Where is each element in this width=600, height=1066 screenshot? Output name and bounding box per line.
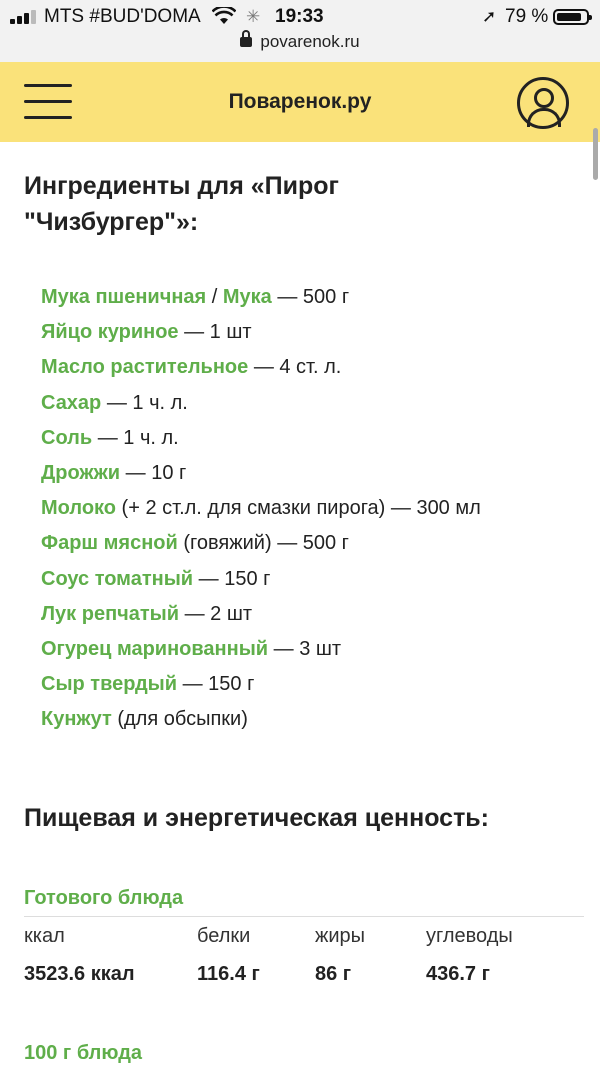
ingredient-item	[41, 562, 584, 597]
ingredient-separator: /	[206, 286, 223, 308]
browser-status-bar	[0, 0, 600, 62]
lock-icon	[240, 37, 252, 47]
ingredient-item	[41, 315, 584, 350]
ingredient-item	[41, 526, 584, 561]
clock: 19:33	[275, 6, 324, 27]
value-kcal: 3523.6 ккал	[24, 962, 135, 985]
value-carbs: 436.7 г	[426, 962, 490, 985]
per-100g-label[interactable]: 100 г блюда	[24, 1041, 143, 1064]
ingredient-link[interactable]: Яйцо куриное	[41, 321, 179, 344]
battery-percent: 79 %	[505, 6, 549, 27]
ingredient-link[interactable]: Мука пшеничная	[41, 286, 207, 308]
ingredient-link[interactable]: Огурец маринованный	[41, 638, 269, 661]
ingredient-amount: — 2 шт	[179, 602, 253, 625]
ingredient-item	[41, 632, 584, 667]
ingredient-amount: — 10 г	[120, 462, 187, 485]
ready-dish-label[interactable]: Готового блюда	[24, 886, 184, 909]
ingredient-item	[41, 702, 584, 737]
address-bar[interactable]	[0, 32, 600, 52]
ingredient-amount: — 500 г	[271, 286, 350, 308]
ingredient-item	[41, 421, 584, 456]
ingredient-link[interactable]: Масло растительное	[41, 356, 249, 379]
ingredient-amount: — 150 г	[177, 673, 255, 696]
col-protein: белки	[197, 924, 251, 947]
ingredient-link[interactable]: Фарш мясной	[41, 532, 178, 555]
ingredient-item	[41, 350, 584, 385]
ingredient-link[interactable]: Сыр твердый	[41, 673, 178, 696]
col-fat: жиры	[315, 924, 366, 947]
battery-icon	[553, 9, 589, 25]
location-arrow-icon: ➚	[482, 7, 497, 26]
ingredient-item	[41, 280, 584, 315]
ingredient-amount: — 3 шт	[268, 638, 342, 661]
ingredient-link[interactable]: Соус томатный	[41, 567, 194, 590]
ingredient-alt-link[interactable]: Мука	[222, 286, 272, 308]
ingredient-item	[41, 386, 584, 421]
ingredient-amount: — 1 ч. л.	[92, 426, 179, 449]
ingredients-list	[41, 280, 584, 738]
user-profile-icon[interactable]	[517, 77, 569, 129]
ingredient-amount: — 1 ч. л.	[101, 391, 188, 414]
carrier-name: MTS #BUD'DOMA	[44, 6, 201, 27]
ingredient-link[interactable]: Кунжут	[41, 708, 112, 731]
wifi-icon	[212, 7, 236, 25]
nutrition-header-row	[24, 925, 584, 948]
scrollbar[interactable]	[593, 128, 598, 180]
ingredient-item	[41, 667, 584, 702]
nutrition-heading: Пищевая и энергетическая ценность:	[24, 803, 490, 832]
ingredient-item	[41, 491, 584, 526]
ingredient-link[interactable]: Дрожжи	[41, 462, 121, 485]
ingredient-item	[41, 456, 584, 491]
ingredient-amount: — 4 ст. л.	[248, 356, 342, 379]
site-header	[0, 62, 600, 142]
recipe-content	[24, 168, 584, 1065]
nutrition-table	[24, 916, 584, 992]
col-carbs: углеводы	[426, 924, 513, 947]
ingredient-amount: — 150 г	[193, 567, 271, 590]
ingredient-amount: (для обсыпки)	[111, 708, 248, 731]
ingredient-link[interactable]: Лук репчатый	[41, 602, 180, 625]
ingredient-amount: (говяжий) — 500 г	[177, 532, 349, 555]
signal-icon	[10, 10, 40, 24]
ingredient-item	[41, 597, 584, 632]
site-title[interactable]: Поваренок.ру	[228, 90, 372, 113]
activity-spinner-icon: ✳	[246, 7, 261, 26]
nutrition-values-row	[24, 956, 584, 992]
col-kcal: ккал	[24, 924, 65, 947]
ingredients-heading: Ингредиенты для «Пирог "Чизбургер"»:	[24, 172, 339, 236]
ingredient-link[interactable]: Молоко	[41, 497, 116, 520]
url-text: povarenok.ru	[260, 32, 360, 51]
ingredient-link[interactable]: Соль	[41, 426, 93, 449]
value-protein: 116.4 г	[197, 962, 260, 985]
value-fat: 86 г	[315, 962, 352, 985]
ingredient-amount: — 1 шт	[178, 321, 252, 344]
ingredient-amount: (+ 2 ст.л. для смазки пирога) — 300 мл	[116, 497, 481, 520]
ingredient-link[interactable]: Сахар	[41, 391, 102, 414]
